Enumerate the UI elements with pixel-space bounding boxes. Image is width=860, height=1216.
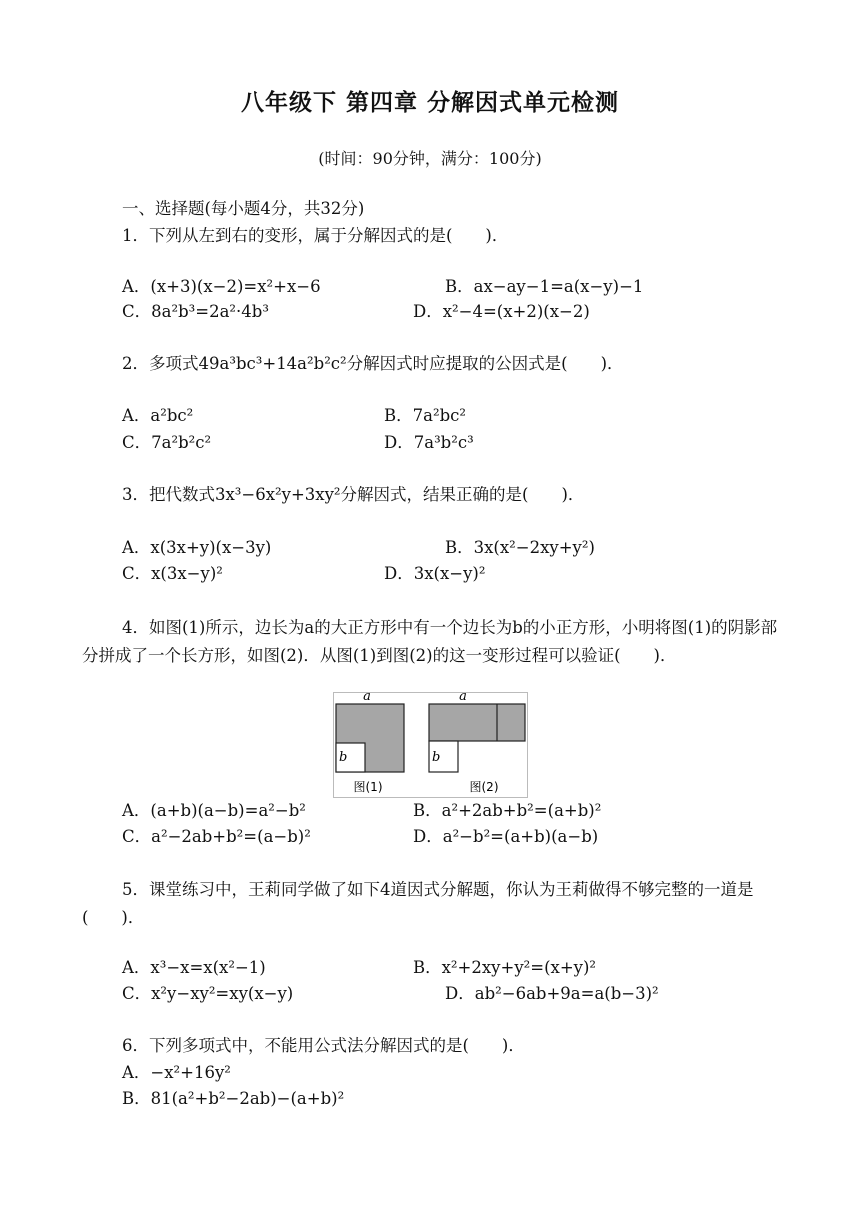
question-1-option-c: C．8a²b³=2a²·4b³ — [122, 302, 269, 321]
figure-2-caption: 图(2) — [469, 780, 499, 794]
section-heading: 一、选择题(每小题4分，共32分) — [122, 199, 365, 218]
question-1-option-d: D．x²−4=(x+2)(x−2) — [413, 302, 590, 321]
question-6-option-a: A．−x²+16y² — [122, 1063, 231, 1082]
question-2-option-a: A．a²bc² — [122, 406, 194, 425]
question-5-option-c: C．x²y−xy²=xy(x−y) — [122, 984, 294, 1003]
question-4-option-d: D．a²−b²=(a+b)(a−b) — [413, 827, 599, 846]
question-3-option-b: B．3x(x²−2xy+y²) — [445, 538, 595, 557]
figure-2-label-b: b — [432, 750, 441, 765]
figure-1-label-b: b — [339, 750, 348, 765]
question-2-option-c: C．7a²b²c² — [122, 433, 212, 452]
question-2-stem: 2．多项式49a³bc³+14a²b²c²分解因式时应提取的公因式是( )． — [122, 354, 624, 373]
question-4-option-b: B．a²+2ab+b²=(a+b)² — [413, 801, 602, 820]
question-3-option-a: A．x(3x+y)(x−3y) — [122, 538, 272, 557]
question-6-option-b: B．81(a²+b²−2ab)−(a+b)² — [122, 1089, 345, 1108]
question-3-stem: 3．把代数式3x³−6x²y+3xy²分解因式，结果正确的是( )． — [122, 485, 585, 504]
question-4-option-c: C．a²−2ab+b²=(a−b)² — [122, 827, 311, 846]
question-6-stem: 6．下列多项式中，不能用公式法分解因式的是( )． — [122, 1036, 525, 1055]
question-1-option-a: A．(x+3)(x−2)=x²+x−6 — [122, 277, 321, 296]
question-5-option-a: A．x³−x=x(x²−1) — [122, 958, 266, 977]
figure-2-label-a: a — [459, 693, 467, 704]
question-4-option-a: A．(a+b)(a−b)=a²−b² — [122, 801, 306, 820]
question-2-option-d: D．7a³b²c³ — [384, 433, 474, 452]
question-3-option-d: D．3x(x−y)² — [384, 564, 486, 583]
question-2-option-b: B．7a²bc² — [384, 406, 466, 425]
question-1-stem: 1．下列从左到右的变形，属于分解因式的是( )． — [122, 226, 509, 245]
figure-1-caption: 图(1) — [353, 780, 383, 794]
figure-1-label-a: a — [363, 693, 371, 704]
question-1-option-b: B．ax−ay−1=a(x−y)−1 — [445, 277, 644, 296]
question-5-option-b: B．x²+2xy+y²=(x+y)² — [413, 958, 597, 977]
exam-info: (时间：90分钟，满分：100分) — [318, 149, 542, 168]
question-4-figure — [333, 692, 528, 798]
question-4-stem: 4．如图(1)所示，边长为a的大正方形中有一个边长为b的小正方形，小明将图(1)的阴影部分拼成了一个长方形，如图(2)．从图(1)到图(2)的这一变形过程可以验证( )． — [82, 618, 778, 665]
question-5-stem: 5．课堂练习中，王莉同学做了如下4道因式分解题，你认为王莉做得不够完整的一道是( )． — [82, 880, 754, 927]
question-3-option-c: C．x(3x−y)² — [122, 564, 223, 583]
page-title: 八年级下 第四章 分解因式单元检测 — [240, 90, 619, 116]
figure-2-rectangle — [429, 704, 525, 741]
question-5-option-d: D．ab²−6ab+9a=a(b−3)² — [445, 984, 659, 1003]
